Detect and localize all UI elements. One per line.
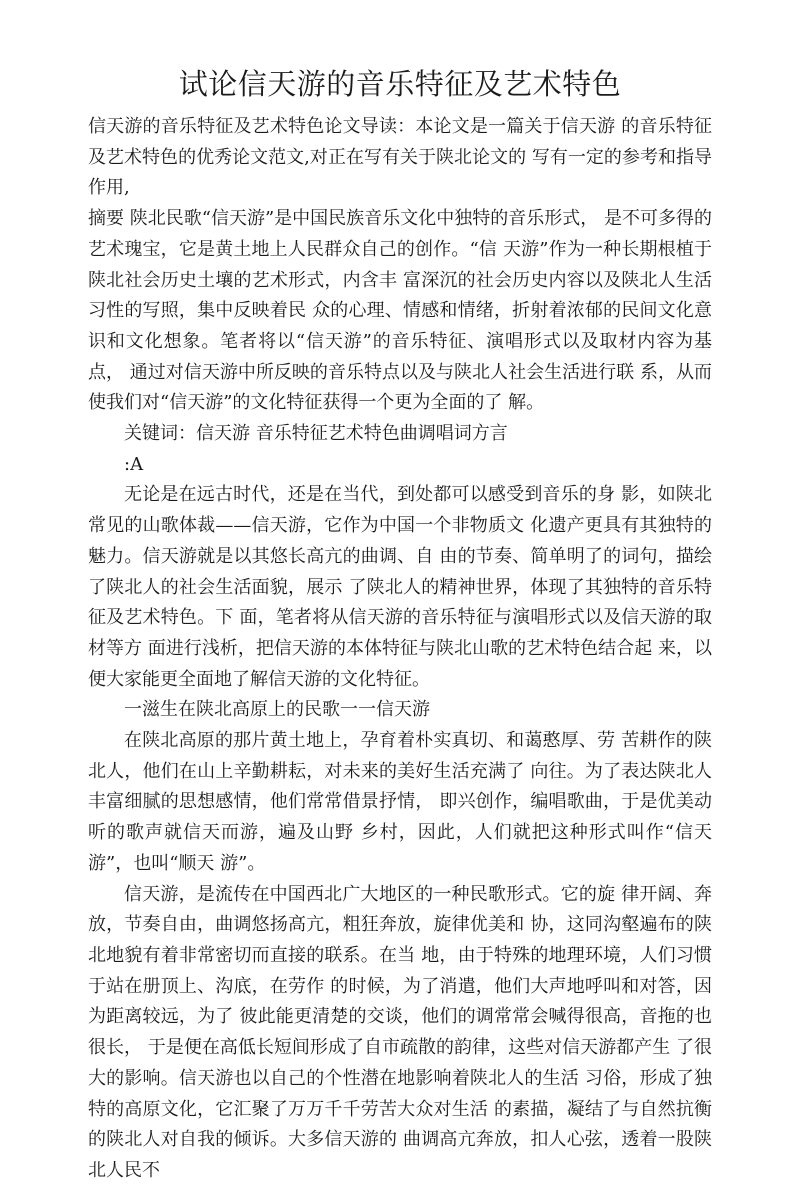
body-paragraph-2: 在陕北高原的那片黄土地上，孕育着朴实真切、和蔼憨厚、劳 苦耕作的陕北人，他们在山上辛勤耕耘，对未来的美好生活充满了 向往。为了表达陕北人丰富细腻的思想感情，他们常常借景抒情， 即兴创作，编唱歌曲，于是优美动听的歌声就信天而游，遍及山野 乡村，因此，人们就把这种形式叫作“信天游”，也叫“顺天 游”。 <box>88 730 712 874</box>
keywords-paragraph: 关键词：信天游 音乐特征艺术特色曲调唱词方言 <box>124 423 508 445</box>
classification-paragraph: :A <box>124 453 144 475</box>
document-title: 试论信天游的音乐特征及艺术特色 <box>178 67 622 101</box>
body-paragraph-3: 信天游，是流传在中国西北广大地区的一种民歌形式。它的旋 律开阔、奔放，节奏自由，曲调悠扬高亢，粗狂奔放，旋律优美和 协，这同沟壑遍布的陕北地貌有着非常密切而直接的联系。在当 地，由于特殊的地理环境，人们习惯于站在册顶上、沟底，在劳作 的时候，为了消遣，他们大声地呼叫和对答，因为距离较远，为了 彼此能更清楚的交谈，他们的调常常会喊得很高，音拖的也很长， 于是便在高低长短间形成了自市疏散的韵律，这些对信天游都产生 了很大的影响。信天游也以自己的个性潜在地影响着陕北人的生活 习俗，形成了独特的高原文化，它汇聚了万万千千劳苦大众对生活 的素描，凝结了与自然抗衡的陕北人对自我的倾诉。大多信天游的 曲调高亢奔放，扣人心弦，透着一股陕北人民不 <box>88 883 712 1181</box>
abstract-paragraph: 摘要 陕北民歌“信天游”是中国民族音乐文化中独特的音乐形式， 是不可多得的艺术瑰宝，它是黄土地上人民群众自己的创作。“信 天游”作为一种长期根植于陕北社会历史土壤的艺术形式，内含丰 富深沉的社会历史内容以及陕北人生活习性的写照，集中反映着民 众的心理、情感和情绪，折射着浓郁的民间文化意识和文化想象。笔者将以“信天游”的音乐特征、演唱形式以及取材内容为基点， 通过对信天游中所反映的音乐特点以及与陕北人社会生活进行联 系，从而使我们对“信天游”的文化特征获得一个更为全面的了 解。 <box>88 208 712 414</box>
document-page <box>88 62 712 1187</box>
body-paragraph-1: 无论是在远古时代，还是在当代，到处都可以感受到音乐的身 影，如陕北常见的山歌体裁——信天游，它作为中国一个非物质文 化遗产更具有其独特的魅力。信天游就是以其悠长高亢的曲调、自 由的节奏、简单明了的词句，描绘了陕北人的社会生活面貌，展示 了陕北人的精神世界，体现了其独特的音乐特征及艺术特色。下 面，笔者将从信天游的音乐特征与演唱形式以及信天游的取材等方 面进行浅析，把信天游的本体特征与陕北山歌的艺术特色结合起 来，以便大家能更全面地了解信天游的文化特征。 <box>88 484 712 690</box>
section-heading: 一滋生在陕北高原上的民歌一一信天游 <box>124 699 430 721</box>
intro-paragraph: 信天游的音乐特征及艺术特色论文导读：本论文是一篇关于信天游 的音乐特征及艺术特色的优秀论文范文,对正在写有关于陕北论文的 写有一定的参考和指导作用, <box>88 116 712 199</box>
